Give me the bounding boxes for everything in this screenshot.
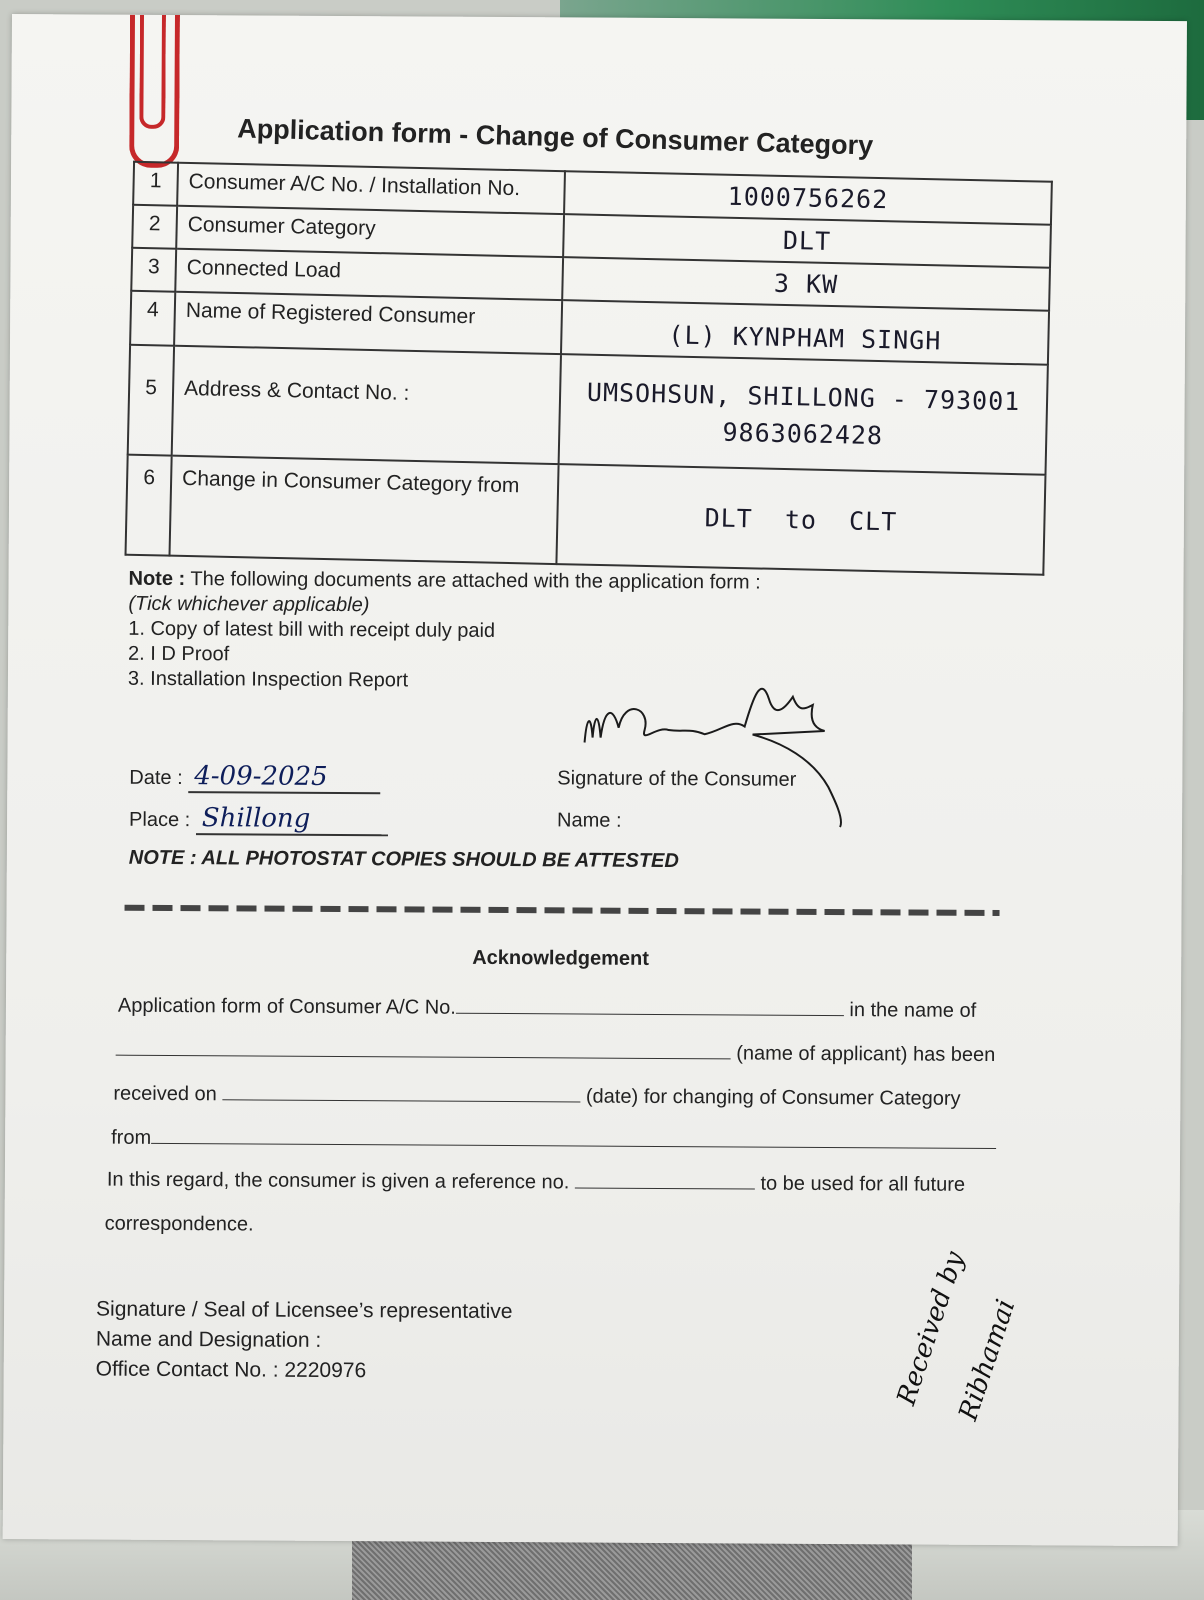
ack-blank	[456, 995, 844, 1016]
note-heading: Note :	[128, 567, 186, 591]
ack-text: In this regard, the consumer is given a reference no.	[106, 1168, 570, 1194]
row-label: Consumer Category	[176, 206, 564, 257]
ack-text: to be used for all future	[760, 1172, 966, 1196]
ack-line-1	[118, 993, 976, 1023]
row-label: Connected Load	[175, 249, 563, 300]
row-value	[559, 354, 1048, 475]
licensee-block	[96, 1295, 513, 1388]
ack-blank	[222, 1081, 580, 1102]
form-table	[124, 161, 1052, 576]
ack-blank	[575, 1169, 755, 1189]
date-row	[129, 761, 380, 795]
received-by-handwriting: Received by	[891, 1247, 971, 1409]
table-row	[126, 455, 1046, 575]
row-label: Address & Contact No. :	[172, 346, 561, 464]
place-label: Place :	[129, 808, 191, 832]
row-label: Name of Registered Consumer	[174, 292, 562, 354]
form-title: Application form - Change of Consumer Category	[236, 113, 874, 161]
row-value: 1000756262	[564, 171, 1052, 225]
ack-text: (date) for changing of Consumer Category	[585, 1085, 961, 1110]
date-value: 4-09-2025	[188, 761, 380, 794]
cut-line-divider	[125, 905, 1000, 916]
ack-text: in the name of	[849, 999, 977, 1022]
photostat-note: NOTE : ALL PHOTOSTAT COPIES SHOULD BE ATTESTED	[128, 846, 679, 873]
row-value: DLT to CLT	[556, 464, 1045, 575]
ack-blank	[116, 1037, 731, 1060]
ack-text: (name of applicant) has been	[736, 1042, 996, 1067]
list-item: 1. Copy of latest bill with receipt duly paid	[128, 617, 496, 642]
date-label: Date :	[129, 766, 183, 790]
row-number: 3	[131, 248, 176, 292]
acknowledgement-title: Acknowledgement	[472, 946, 650, 970]
row-number: 6	[126, 455, 172, 556]
list-item: 2. I D Proof	[128, 642, 230, 666]
ack-text: Application form of Consumer A/C No.	[117, 994, 456, 1019]
place-row	[129, 803, 388, 837]
ack-blank	[151, 1125, 996, 1149]
row-number: 5	[128, 345, 174, 456]
row-value: DLT	[563, 214, 1051, 268]
signature-label: Signature of the Consumer	[557, 767, 797, 791]
paperclip-inner-icon	[139, 15, 166, 129]
name-label: Name :	[557, 809, 622, 832]
contact-value: 9863062428	[722, 417, 884, 451]
row-number: 1	[133, 162, 178, 206]
list-item: 3. Installation Inspection Report	[127, 667, 409, 692]
ack-line-4	[111, 1125, 996, 1155]
licensee-name-label: Name and Designation :	[95, 1327, 322, 1352]
ack-text: received on	[113, 1082, 217, 1106]
row-label: Change in Consumer Category from	[170, 456, 559, 564]
ack-line-5	[107, 1167, 965, 1197]
place-value: Shillong	[196, 803, 388, 836]
ack-line-6: correspondence.	[104, 1212, 254, 1236]
row-label: Consumer A/C No. / Installation No.	[177, 163, 565, 214]
receiver-name-handwriting: Ribhamai	[953, 1295, 1022, 1425]
row-number: 2	[132, 205, 177, 249]
row-value: 3 KW	[562, 257, 1050, 311]
ack-text: from	[111, 1126, 152, 1149]
table-row	[128, 345, 1048, 475]
ack-line-2	[116, 1037, 996, 1067]
note-tick: (Tick whichever applicable)	[128, 592, 370, 617]
row-number: 4	[130, 291, 175, 346]
row-value: (L) KYNPHAM SINGH	[561, 300, 1049, 365]
address-value: UMSOHSUN, SHILLONG - 793001	[586, 377, 1021, 417]
application-form-sheet	[3, 14, 1187, 1546]
licensee-signature-label: Signature / Seal of Licensee’s representative	[96, 1297, 513, 1324]
ack-line-3	[113, 1081, 960, 1111]
consumer-signature-mark	[572, 667, 863, 829]
note-text: The following documents are attached with the application form :	[190, 568, 761, 594]
office-contact: Office Contact No. : 2220976	[95, 1357, 367, 1383]
